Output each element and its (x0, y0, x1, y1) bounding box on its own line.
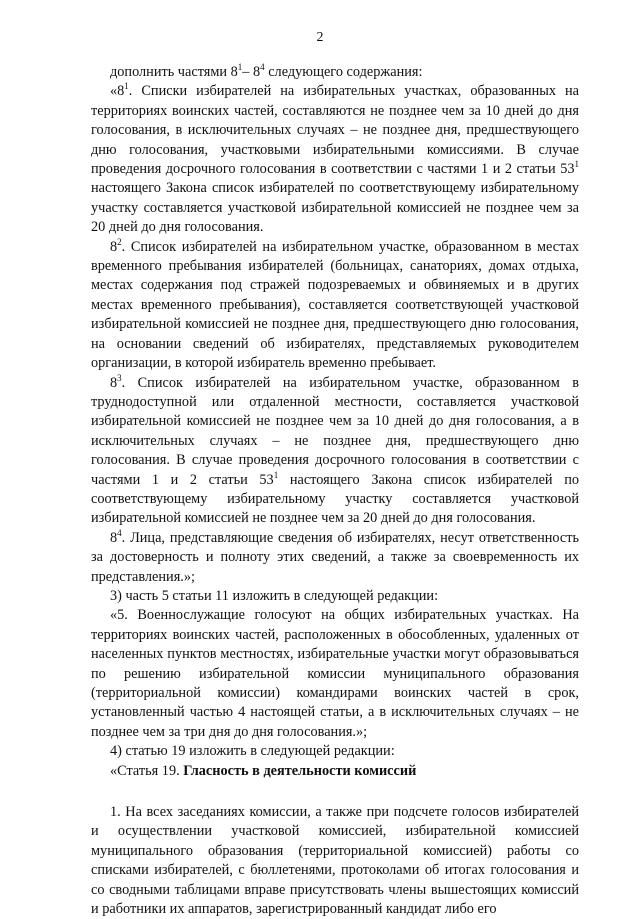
document-body (91, 63, 579, 919)
page-number: 2 (316, 30, 324, 45)
paragraph-part-5: «5. Военнослужащие голосуют на общих избирательных участках. На территориях воинских частей, расположенных в обособленных, удаленных от населенных пунктов местностях, избирательные участки могут образовываться по решению избирательной комиссии муниципального образования (территориальной комиссии) командирами воинских частей в срок, установленный частью 4 настоящей статьи, а в исключительных случаях – не позднее чем за три дня до дня голосования.»; (91, 607, 579, 740)
article-19-prefix: «Статья 19. (110, 762, 184, 779)
superscript-index: 4 (117, 527, 122, 538)
superscript-index: 1 (273, 469, 279, 480)
paragraph-intro: дополнить частями $8^1-$ $8^4$ следующего содержания: (110, 62, 423, 80)
paragraph-part-8-3: $8^3$. Список избирателей на избирательном участке, образованном в труднодоступной или отдаленной местности, составляется участковой избирательной комиссией не позднее чем за 10 дней до дня голосования, а в исключительных случаях – не позднее дня, предшествующего дню голосования. В случае проведения досрочного голосования в соответствии с частями 1 и 2 статьи $53^1$ настоящего Закона список избирателей по соответствующему избирательному участку составляется участковой избирательной комиссией не позднее чем за 20 дней до дня голосования. (91, 372, 579, 527)
article-19-title: Гласность в деятельности комиссий (183, 762, 417, 779)
paragraph-item-4: 4) статью 19 изложить в следующей редакции: (110, 743, 395, 760)
superscript-index: 1 (574, 159, 579, 170)
article-19-heading (91, 762, 579, 781)
superscript-index: 3 (117, 372, 122, 383)
superscript-index: 4 (260, 62, 265, 72)
superscript-index: 1 (237, 62, 243, 72)
paragraph-part-8-4: $8^4$. Лица, представляющие сведения об избирателях, несут ответственность за достоверность и полноту этих сведений, а также за своевременность их представления.»; (91, 527, 579, 585)
paragraph-article-19-part-1: 1. На всех заседаниях комиссии, а также при подсчете голосов избирателей и осуществлении участковой комиссией, избирательной комиссией муниципального образования (территориальной комиссией) работы со списками избирателей, с бюллетенями, протоколами об итогах голосования и со сводными таблицами вправе присутствовать члены вышестоящих комиссий и работники их аппаратов, зарегистрированный кандидат либо его (91, 804, 579, 918)
paragraph-part-8-1: «$8^1$. Списки избирателей на избирательных участках, образованных на территориях воинских частей, составляются не позднее чем за 10 дней до дня голосования, в исключительных случаях – не позднее дня, предшествующего дню голосования, участковыми избирательными комиссиями. В случае проведения досрочного голосования в соответствии с частями 1 и 2 статьи $53^1$ настоящего Закона список избирателей по соответствующему избирательному участку составляется участковой избирательной комиссией не позднее чем за 20 дней до дня голосования. (91, 81, 579, 236)
superscript-index: 1 (124, 81, 129, 92)
paragraph-spacer (91, 781, 579, 803)
superscript-index: 2 (117, 236, 122, 247)
paragraph-item-3: 3) часть 5 статьи 11 изложить в следующей редакции: (110, 587, 439, 604)
paragraph-part-8-2: $8^2$. Список избирателей на избирательном участке, образованном в местах временного пребывания избирателей (больницах, санаториях, домах отдыха, местах содержания под стражей подозреваемых и обвиняемых и в других местах временного пребывания), составляется соответствующей участковой избирательной комиссией не позднее дня, предшествующего дню голосования, на основании сведений об избирателях, представляемых руководителем организации, в которой избиратель временно пребывает. (91, 236, 579, 372)
